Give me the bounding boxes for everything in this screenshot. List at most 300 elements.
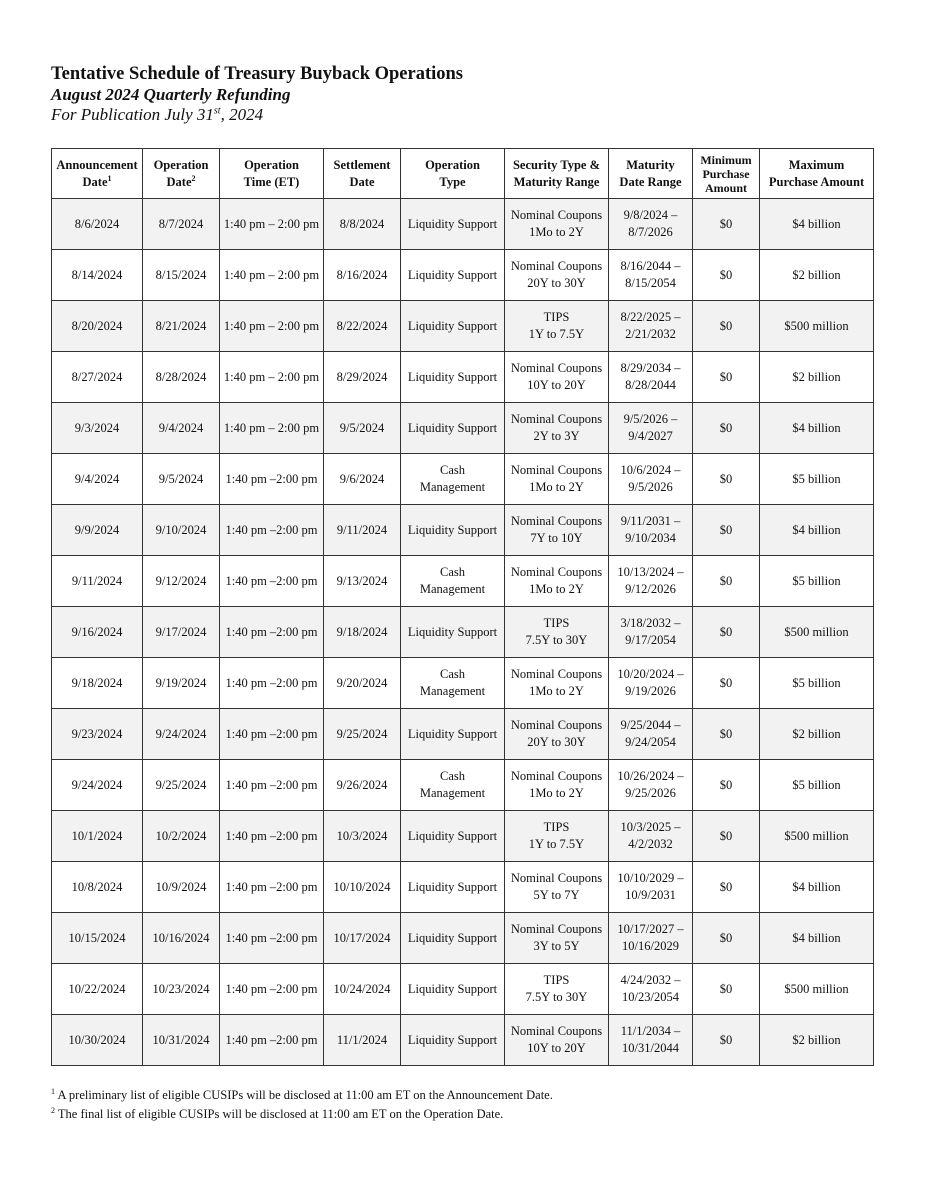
maximum-amount-cell: $2 billion [760, 709, 874, 760]
maturity-range-line: 9/25/2044 – [620, 718, 681, 732]
operation-type-cell [401, 709, 505, 760]
header-maximum-purchase-amount [760, 149, 874, 199]
operation-date-cell: 9/24/2024 [143, 709, 220, 760]
security-type-cell [505, 352, 609, 403]
maturity-range-line: 9/8/2024 – [623, 208, 678, 222]
operation-type-cell [401, 607, 505, 658]
operation-date-cell: 10/9/2024 [143, 862, 220, 913]
operation-time-cell: 1:40 pm –2:00 pm [220, 760, 324, 811]
operation-type-line: Cash [440, 769, 465, 783]
table-row [52, 199, 874, 250]
security-type-line: TIPS [543, 616, 570, 630]
security-type-line: 1Y to 7.5Y [528, 837, 585, 851]
operation-type-cell [401, 301, 505, 352]
header-line: Minimum [700, 152, 752, 167]
document-title: Tentative Schedule of Treasury Buyback Operations [51, 64, 464, 84]
header-line: Amount [704, 180, 747, 195]
operation-type-line: Liquidity Support [407, 522, 498, 537]
settlement-date-cell: 11/1/2024 [324, 1015, 401, 1066]
maximum-amount-cell: $500 million [760, 964, 874, 1015]
table-body [52, 199, 874, 1066]
security-type-line: Nominal Coupons [510, 871, 603, 885]
operation-type-line: Management [419, 582, 486, 596]
security-type-line: 1Mo to 2Y [529, 786, 584, 800]
operation-type-cell [401, 760, 505, 811]
maturity-range-cell [609, 199, 693, 250]
operation-date-cell: 8/28/2024 [143, 352, 220, 403]
operation-type-cell [401, 811, 505, 862]
announcement-date-cell: 9/9/2024 [52, 505, 143, 556]
header-maturity-date-range [609, 149, 693, 199]
operation-type-line: Liquidity Support [407, 1032, 498, 1047]
maturity-range-line: 10/10/2029 – [617, 871, 684, 885]
maximum-amount-cell: $500 million [760, 301, 874, 352]
security-type-line: 10Y to 20Y [527, 1041, 586, 1055]
header-operation-date [143, 149, 220, 199]
minimum-amount-cell: $0 [693, 811, 760, 862]
operation-type-line: Liquidity Support [407, 369, 498, 384]
maturity-range-line: 9/24/2054 [625, 735, 676, 749]
header-line: Time (ET) [243, 174, 300, 189]
minimum-amount-cell: $0 [693, 352, 760, 403]
maturity-range-line: 10/26/2024 – [617, 769, 684, 783]
operation-date-cell: 9/12/2024 [143, 556, 220, 607]
maximum-amount-cell: $2 billion [760, 250, 874, 301]
operation-type-cell [401, 505, 505, 556]
security-type-line: 1Mo to 2Y [529, 225, 584, 239]
operation-type-line: Liquidity Support [407, 624, 498, 639]
announcement-date-cell: 9/11/2024 [52, 556, 143, 607]
settlement-date-cell: 9/25/2024 [324, 709, 401, 760]
maturity-range-cell [609, 454, 693, 505]
security-type-line: Nominal Coupons [510, 1024, 603, 1038]
maturity-range-cell [609, 760, 693, 811]
maturity-range-line: 10/3/2025 – [620, 820, 681, 834]
security-type-cell [505, 1015, 609, 1066]
buyback-schedule-table [51, 148, 874, 1066]
operation-time-cell: 1:40 pm –2:00 pm [220, 607, 324, 658]
maturity-range-cell [609, 250, 693, 301]
security-type-cell [505, 505, 609, 556]
security-type-line: Nominal Coupons [510, 259, 603, 273]
settlement-date-cell: 8/29/2024 [324, 352, 401, 403]
document-header [51, 63, 463, 125]
maturity-range-line: 4/24/2032 – [620, 973, 681, 987]
maturity-range-line: 8/7/2026 [628, 225, 673, 239]
maximum-amount-cell: $4 billion [760, 199, 874, 250]
header-line: Maturity [626, 157, 675, 172]
announcement-date-cell: 8/14/2024 [52, 250, 143, 301]
operation-date-cell: 10/2/2024 [143, 811, 220, 862]
operation-time-cell: 1:40 pm – 2:00 pm [220, 403, 324, 454]
maturity-range-cell [609, 403, 693, 454]
announcement-date-cell: 10/8/2024 [52, 862, 143, 913]
operation-type-cell [401, 658, 505, 709]
operation-time-cell: 1:40 pm –2:00 pm [220, 454, 324, 505]
maturity-range-line: 9/5/2026 – [623, 412, 678, 426]
table-row [52, 454, 874, 505]
operation-type-line: Management [419, 684, 486, 698]
settlement-date-cell: 9/13/2024 [324, 556, 401, 607]
security-type-line: 1Y to 7.5Y [528, 327, 585, 341]
operation-type-line: Cash [440, 463, 465, 477]
security-type-line: Nominal Coupons [510, 718, 603, 732]
operation-type-line: Cash [440, 667, 465, 681]
operation-time-cell: 1:40 pm – 2:00 pm [220, 352, 324, 403]
table-header-row [52, 149, 874, 199]
operation-time-cell: 1:40 pm –2:00 pm [220, 658, 324, 709]
maturity-range-cell [609, 607, 693, 658]
table-row [52, 760, 874, 811]
security-type-line: 20Y to 30Y [527, 276, 586, 290]
publication-date [51, 105, 463, 125]
minimum-amount-cell: $0 [693, 301, 760, 352]
footnote-marker: 2 [191, 173, 196, 183]
header-security-type [505, 149, 609, 199]
maturity-range-cell [609, 352, 693, 403]
operation-date-cell: 9/19/2024 [143, 658, 220, 709]
security-type-cell [505, 811, 609, 862]
maturity-range-line: 11/1/2034 – [620, 1024, 681, 1038]
table-row [52, 658, 874, 709]
security-type-line: 1Mo to 2Y [529, 480, 584, 494]
maximum-amount-cell: $4 billion [760, 505, 874, 556]
security-type-cell [505, 301, 609, 352]
announcement-date-cell: 9/24/2024 [52, 760, 143, 811]
maturity-range-line: 8/28/2044 [625, 378, 676, 392]
minimum-amount-cell: $0 [693, 199, 760, 250]
announcement-date-cell: 9/4/2024 [52, 454, 143, 505]
security-type-line: 10Y to 20Y [527, 378, 586, 392]
minimum-amount-cell: $0 [693, 403, 760, 454]
maturity-range-line: 4/2/2032 [628, 837, 673, 851]
maturity-range-line: 10/23/2054 [622, 990, 679, 1004]
security-type-cell [505, 199, 609, 250]
operation-time-cell: 1:40 pm –2:00 pm [220, 709, 324, 760]
header-line: Maturity Range [513, 174, 600, 189]
footnote-marker: 1 [107, 173, 112, 183]
security-type-cell [505, 709, 609, 760]
maturity-range-cell [609, 709, 693, 760]
operation-type-cell [401, 199, 505, 250]
security-type-line: 7.5Y to 30Y [525, 990, 588, 1004]
operation-time-cell: 1:40 pm – 2:00 pm [220, 301, 324, 352]
settlement-date-cell: 8/16/2024 [324, 250, 401, 301]
maximum-amount-cell: $500 million [760, 607, 874, 658]
security-type-line: Nominal Coupons [510, 922, 603, 936]
maturity-range-line: 9/12/2026 [625, 582, 676, 596]
operation-time-cell: 1:40 pm –2:00 pm [220, 913, 324, 964]
announcement-date-cell: 10/1/2024 [52, 811, 143, 862]
operation-type-line: Liquidity Support [407, 420, 498, 435]
security-type-line: Nominal Coupons [510, 361, 603, 375]
table-row [52, 250, 874, 301]
security-type-line: 5Y to 7Y [533, 888, 580, 902]
operation-time-cell: 1:40 pm –2:00 pm [220, 1015, 324, 1066]
maturity-range-cell [609, 862, 693, 913]
security-type-cell [505, 964, 609, 1015]
header-operation-type [401, 149, 505, 199]
operation-type-line: Cash [440, 565, 465, 579]
security-type-line: 20Y to 30Y [527, 735, 586, 749]
minimum-amount-cell: $0 [693, 607, 760, 658]
announcement-date-cell: 9/23/2024 [52, 709, 143, 760]
maximum-amount-cell: $2 billion [760, 352, 874, 403]
operation-date-cell: 10/16/2024 [143, 913, 220, 964]
maximum-amount-cell: $4 billion [760, 862, 874, 913]
security-type-cell [505, 862, 609, 913]
maturity-range-line: 10/17/2027 – [617, 922, 684, 936]
operation-time-cell: 1:40 pm – 2:00 pm [220, 250, 324, 301]
operation-time-cell: 1:40 pm –2:00 pm [220, 505, 324, 556]
footnotes [51, 1086, 553, 1124]
maturity-range-line: 10/6/2024 – [620, 463, 681, 477]
settlement-date-cell: 9/11/2024 [324, 505, 401, 556]
maximum-amount-cell: $4 billion [760, 403, 874, 454]
operation-time-cell: 1:40 pm –2:00 pm [220, 964, 324, 1015]
operation-type-line: Liquidity Support [407, 318, 498, 333]
table-row [52, 811, 874, 862]
maximum-amount-cell: $5 billion [760, 454, 874, 505]
operation-type-cell [401, 403, 505, 454]
header-line: Type [439, 174, 466, 189]
maturity-range-cell [609, 301, 693, 352]
table-row [52, 301, 874, 352]
settlement-date-cell: 8/22/2024 [324, 301, 401, 352]
maturity-range-line: 10/16/2029 [622, 939, 679, 953]
maturity-range-cell [609, 1015, 693, 1066]
operation-date-cell: 9/25/2024 [143, 760, 220, 811]
operation-type-line: Liquidity Support [407, 930, 498, 945]
table-row [52, 403, 874, 454]
announcement-date-cell: 10/15/2024 [52, 913, 143, 964]
header-line: Maximum [788, 157, 845, 172]
operation-type-line: Liquidity Support [407, 267, 498, 282]
maturity-range-line: 10/31/2044 [622, 1041, 679, 1055]
maturity-range-line: 2/21/2032 [625, 327, 676, 341]
table-row [52, 607, 874, 658]
maturity-range-line: 8/22/2025 – [620, 310, 681, 324]
operation-date-cell: 8/15/2024 [143, 250, 220, 301]
maturity-range-cell [609, 964, 693, 1015]
security-type-cell [505, 556, 609, 607]
security-type-line: TIPS [543, 820, 570, 834]
maturity-range-line: 8/16/2044 – [620, 259, 681, 273]
operation-time-cell: 1:40 pm –2:00 pm [220, 862, 324, 913]
announcement-date-cell: 9/18/2024 [52, 658, 143, 709]
header-line: Security Type & [512, 157, 601, 172]
security-type-line: Nominal Coupons [510, 208, 603, 222]
security-type-cell [505, 403, 609, 454]
operation-type-cell [401, 913, 505, 964]
maturity-range-line: 3/18/2032 – [620, 616, 681, 630]
footnote-text: A preliminary list of eligible CUSIPs will be disclosed at 11:00 am ET on the Announcement Date. [57, 1088, 553, 1102]
security-type-line: TIPS [543, 310, 570, 324]
footnote-2 [51, 1105, 553, 1124]
announcement-date-cell: 10/30/2024 [52, 1015, 143, 1066]
security-type-line: TIPS [543, 973, 570, 987]
operation-time-cell: 1:40 pm –2:00 pm [220, 556, 324, 607]
settlement-date-cell: 10/3/2024 [324, 811, 401, 862]
publication-date-ordinal: st [213, 105, 221, 117]
operation-type-cell [401, 862, 505, 913]
maturity-range-cell [609, 556, 693, 607]
header-line: Date Range [619, 174, 682, 189]
maturity-range-line: 9/11/2031 – [620, 514, 681, 528]
operation-time-cell: 1:40 pm – 2:00 pm [220, 199, 324, 250]
header-announcement-date [52, 149, 143, 199]
security-type-cell [505, 913, 609, 964]
operation-time-cell: 1:40 pm –2:00 pm [220, 811, 324, 862]
operation-type-cell [401, 1015, 505, 1066]
maturity-range-line: 9/4/2027 [628, 429, 673, 443]
maturity-range-line: 9/17/2054 [625, 633, 676, 647]
security-type-line: Nominal Coupons [510, 412, 603, 426]
table-row [52, 964, 874, 1015]
minimum-amount-cell: $0 [693, 658, 760, 709]
operation-type-cell [401, 250, 505, 301]
operation-type-line: Liquidity Support [407, 981, 498, 996]
operation-date-cell: 8/21/2024 [143, 301, 220, 352]
security-type-line: Nominal Coupons [510, 463, 603, 477]
header-operation-time [220, 149, 324, 199]
announcement-date-cell: 8/6/2024 [52, 199, 143, 250]
maturity-range-line: 9/19/2026 [625, 684, 676, 698]
maturity-range-cell [609, 811, 693, 862]
security-type-line: Nominal Coupons [510, 565, 603, 579]
operation-type-line: Liquidity Support [407, 726, 498, 741]
settlement-date-cell: 9/18/2024 [324, 607, 401, 658]
maximum-amount-cell: $2 billion [760, 1015, 874, 1066]
minimum-amount-cell: $0 [693, 913, 760, 964]
publication-date-prefix: For Publication July 31 [51, 105, 214, 124]
maturity-range-line: 10/9/2031 [625, 888, 676, 902]
settlement-date-cell: 9/6/2024 [324, 454, 401, 505]
announcement-date-cell: 8/27/2024 [52, 352, 143, 403]
maturity-range-cell [609, 658, 693, 709]
header-text: Date [82, 174, 108, 189]
table-row [52, 505, 874, 556]
minimum-amount-cell: $0 [693, 964, 760, 1015]
header-line: Purchase Amount [768, 174, 865, 189]
maximum-amount-cell: $5 billion [760, 658, 874, 709]
footnote-text: The final list of eligible CUSIPs will be disclosed at 11:00 am ET on the Operation Date. [57, 1107, 504, 1121]
settlement-date-cell: 9/26/2024 [324, 760, 401, 811]
security-type-line: 7Y to 10Y [530, 531, 583, 545]
minimum-amount-cell: $0 [693, 862, 760, 913]
minimum-amount-cell: $0 [693, 1015, 760, 1066]
maturity-range-line: 9/25/2026 [625, 786, 676, 800]
header-line [55, 174, 139, 191]
operation-date-cell: 10/31/2024 [143, 1015, 220, 1066]
minimum-amount-cell: $0 [693, 709, 760, 760]
security-type-cell [505, 760, 609, 811]
security-type-cell [505, 658, 609, 709]
operation-date-cell: 9/4/2024 [143, 403, 220, 454]
settlement-date-cell: 9/20/2024 [324, 658, 401, 709]
table-row [52, 1015, 874, 1066]
publication-date-suffix: , 2024 [220, 105, 264, 124]
table-row [52, 709, 874, 760]
maturity-range-line: 10/13/2024 – [617, 565, 684, 579]
security-type-line: 1Mo to 2Y [529, 684, 584, 698]
operation-type-cell [401, 964, 505, 1015]
header-settlement-date [324, 149, 401, 199]
operation-date-cell: 10/23/2024 [143, 964, 220, 1015]
maximum-amount-cell: $5 billion [760, 760, 874, 811]
minimum-amount-cell: $0 [693, 556, 760, 607]
announcement-date-cell: 9/16/2024 [52, 607, 143, 658]
announcement-date-cell: 9/3/2024 [52, 403, 143, 454]
operation-type-line: Liquidity Support [407, 828, 498, 843]
security-type-line: Nominal Coupons [510, 769, 603, 783]
operation-date-cell: 9/17/2024 [143, 607, 220, 658]
operation-type-line: Management [419, 480, 486, 494]
maturity-range-line: 9/5/2026 [628, 480, 673, 494]
footnote-mark: 2 [51, 1105, 55, 1115]
minimum-amount-cell: $0 [693, 505, 760, 556]
operation-date-cell: 9/10/2024 [143, 505, 220, 556]
settlement-date-cell: 10/24/2024 [324, 964, 401, 1015]
header-line: Operation [244, 157, 299, 172]
header-line [146, 174, 216, 191]
maturity-range-line: 9/10/2034 [625, 531, 676, 545]
settlement-date-cell: 10/17/2024 [324, 913, 401, 964]
announcement-date-cell: 10/22/2024 [52, 964, 143, 1015]
security-type-line: 7.5Y to 30Y [525, 633, 588, 647]
operation-date-cell: 8/7/2024 [143, 199, 220, 250]
maturity-range-line: 10/20/2024 – [617, 667, 684, 681]
maturity-range-cell [609, 913, 693, 964]
security-type-line: Nominal Coupons [510, 667, 603, 681]
operation-type-line: Management [419, 786, 486, 800]
header-text: Date [166, 174, 192, 189]
security-type-cell [505, 607, 609, 658]
header-minimum-purchase-amount [693, 149, 760, 199]
footnote-mark: 1 [51, 1086, 55, 1096]
security-type-line: 3Y to 5Y [533, 939, 580, 953]
maximum-amount-cell: $4 billion [760, 913, 874, 964]
security-type-cell [505, 454, 609, 505]
header-line: Settlement [333, 157, 391, 172]
settlement-date-cell: 9/5/2024 [324, 403, 401, 454]
security-type-cell [505, 250, 609, 301]
announcement-date-cell: 8/20/2024 [52, 301, 143, 352]
settlement-date-cell: 10/10/2024 [324, 862, 401, 913]
header-line: Operation [153, 157, 209, 172]
maximum-amount-cell: $500 million [760, 811, 874, 862]
settlement-date-cell: 8/8/2024 [324, 199, 401, 250]
maturity-range-cell [609, 505, 693, 556]
operation-date-cell: 9/5/2024 [143, 454, 220, 505]
maturity-range-line: 8/29/2034 – [620, 361, 681, 375]
operation-type-cell [401, 556, 505, 607]
header-line: Operation [425, 157, 480, 172]
table-row [52, 556, 874, 607]
document-subtitle: August 2024 Quarterly Refunding [51, 85, 291, 104]
security-type-line: 1Mo to 2Y [529, 582, 584, 596]
operation-type-cell [401, 352, 505, 403]
header-line: Date [349, 174, 375, 189]
header-line: Purchase [702, 166, 750, 181]
header-line: Announcement [56, 157, 138, 172]
table-row [52, 352, 874, 403]
operation-type-cell [401, 454, 505, 505]
maturity-range-line: 8/15/2054 [625, 276, 676, 290]
minimum-amount-cell: $0 [693, 250, 760, 301]
minimum-amount-cell: $0 [693, 454, 760, 505]
security-type-line: Nominal Coupons [510, 514, 603, 528]
